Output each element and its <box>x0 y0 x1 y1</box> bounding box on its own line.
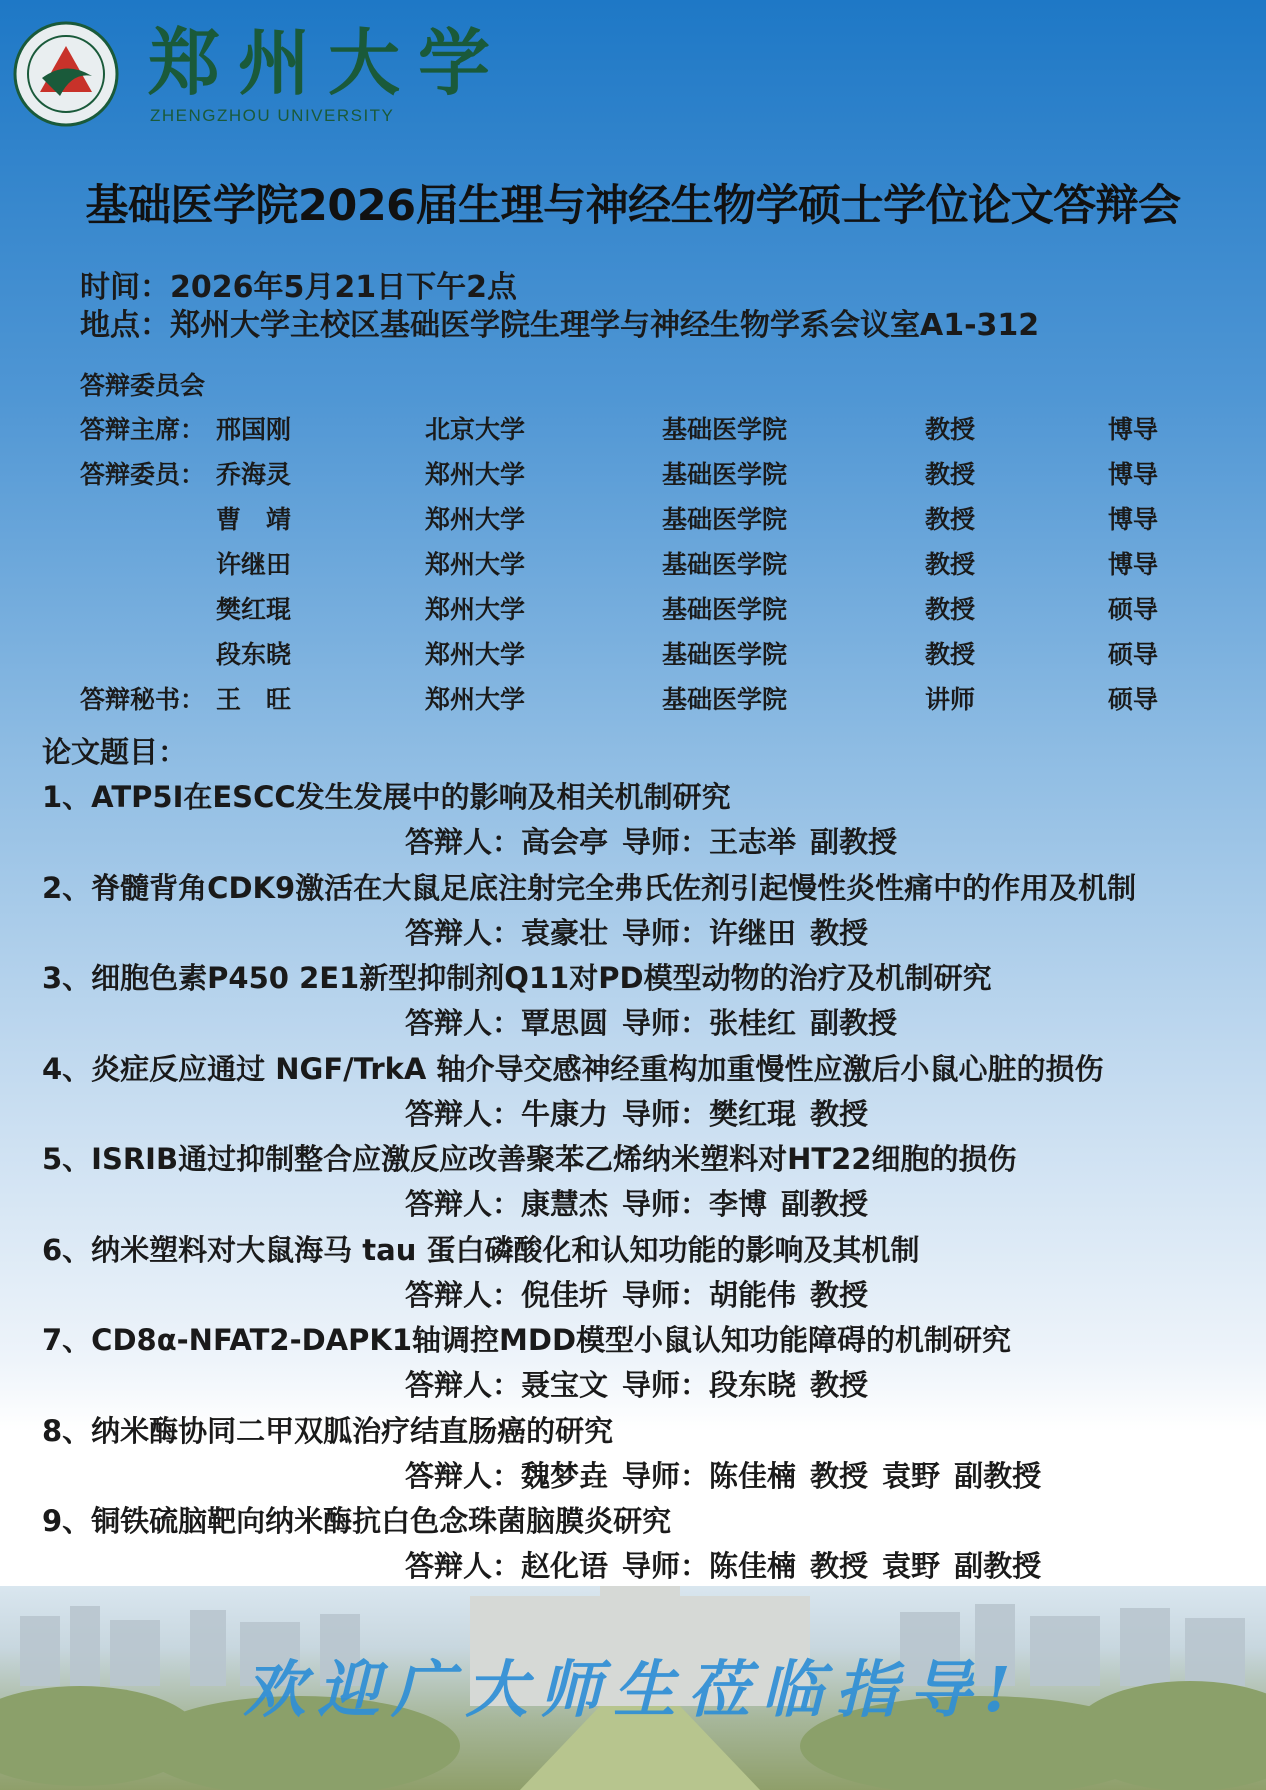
co-advisor-name: 袁野 <box>882 1458 941 1493</box>
committee-department: 基础医学院 <box>662 550 788 579</box>
thesis-defender-line <box>405 911 910 952</box>
defender-name: 答辩人：赵化语 <box>405 1549 609 1583</box>
committee-tutor-type: 硕导 <box>1108 685 1159 714</box>
thesis-title: 9、铜铁硫脑靶向纳米酶抗白色念珠菌脑膜炎研究 <box>42 1504 672 1538</box>
university-name-en: ZHENGZHOU UNIVERSITY <box>150 106 395 125</box>
thesis-title: 3、细胞色素P450 2E1新型抑制剂Q11对PD模型动物的治疗及机制研究 <box>42 961 992 995</box>
committee-department: 基础医学院 <box>662 685 788 714</box>
thesis-title: 4、炎症反应通过 NGF/TrkA 轴介导交感神经重构加重慢性应激后小鼠心脏的损伤 <box>42 1051 1104 1086</box>
committee-title: 教授 <box>925 640 976 669</box>
committee-row <box>80 500 1190 540</box>
welcome-slogan: 欢迎广大师生莅临指导! <box>243 1653 1023 1726</box>
defender-name: 答辩人：聂宝文 <box>405 1368 609 1402</box>
committee-title: 教授 <box>925 550 976 579</box>
thesis-title: 2、脊髓背角CDK9激活在大鼠足底注射完全弗氏佐剂引起慢性炎性痛中的作用及机制 <box>42 870 1137 905</box>
theses-heading: 论文题目： <box>42 735 188 769</box>
committee-title: 教授 <box>925 415 976 444</box>
advisor-name: 导师：张桂红 <box>622 1006 797 1040</box>
advisor-title: 教授 <box>810 1277 869 1312</box>
university-name-cn: 郑州大学 <box>148 20 509 105</box>
thesis-title: 1、ATP5I在ESCC发生发展中的影响及相关机制研究 <box>42 780 731 814</box>
defender-name: 答辩人：康慧杰 <box>405 1187 609 1221</box>
committee-tutor-type: 硕导 <box>1108 595 1159 624</box>
advisor-title: 教授 <box>810 1458 869 1493</box>
university-seal-logo <box>12 20 120 128</box>
thesis-defender-line <box>405 1363 910 1404</box>
advisor-name: 导师：陈佳楠 <box>622 1549 797 1583</box>
advisor-name: 导师：樊红琨 <box>622 1096 797 1131</box>
advisor-name: 导师：李博 <box>622 1187 768 1221</box>
committee-row <box>80 635 1190 675</box>
advisor-title: 教授 <box>810 915 869 950</box>
advisor-title: 副教授 <box>810 1006 898 1040</box>
co-advisor-title: 副教授 <box>954 1458 1042 1493</box>
committee-role: 答辩主席： <box>80 415 206 444</box>
advisor-title: 教授 <box>810 1549 869 1583</box>
committee-row <box>80 590 1190 630</box>
advisor-title: 教授 <box>810 1096 869 1131</box>
advisor-name: 导师：胡能伟 <box>622 1277 797 1312</box>
committee-title: 讲师 <box>925 685 976 714</box>
event-time: 时间：2026年5月21日下午2点 <box>80 270 517 305</box>
advisor-title: 副教授 <box>810 825 898 859</box>
committee-university: 北京大学 <box>425 415 526 444</box>
committee-university: 郑州大学 <box>425 550 526 579</box>
committee-tutor-type: 硕导 <box>1108 640 1159 669</box>
committee-title: 教授 <box>925 460 976 489</box>
committee-name: 段东晓 <box>216 640 292 669</box>
committee-department: 基础医学院 <box>662 505 788 534</box>
co-advisor-name: 袁野 <box>882 1549 941 1583</box>
committee-university: 郑州大学 <box>425 595 526 624</box>
committee-tutor-type: 博导 <box>1108 415 1159 444</box>
advisor-name: 导师：王志举 <box>622 825 797 859</box>
thesis-defender-line <box>405 1182 910 1223</box>
advisor-title: 教授 <box>810 1368 869 1402</box>
thesis-title: 7、CD8α-NFAT2-DAPK1轴调控MDD模型小鼠认知功能障碍的机制研究 <box>42 1323 1012 1357</box>
committee-row <box>80 455 1190 495</box>
committee-tutor-type: 博导 <box>1108 550 1159 579</box>
committee-department: 基础医学院 <box>662 640 788 669</box>
advisor-name: 导师：许继田 <box>622 915 797 950</box>
committee-university: 郑州大学 <box>425 685 526 714</box>
defender-name: 答辩人：倪佳圻 <box>405 1277 609 1312</box>
defender-name: 答辩人：牛康力 <box>405 1096 609 1131</box>
committee-row <box>80 680 1190 720</box>
committee-name: 许继田 <box>216 550 292 579</box>
committee-university: 郑州大学 <box>425 505 526 534</box>
committee-row <box>80 545 1190 585</box>
committee-role: 答辩秘书： <box>80 685 206 714</box>
committee-tutor-type: 博导 <box>1108 460 1159 489</box>
committee-name: 邢国刚 <box>216 415 292 444</box>
thesis-defender-line <box>405 1544 1055 1585</box>
advisor-name: 导师：陈佳楠 <box>622 1458 797 1493</box>
thesis-title: 8、纳米酶协同二甲双胍治疗结直肠癌的研究 <box>42 1413 614 1448</box>
thesis-defender-line <box>405 1454 1055 1495</box>
co-advisor-title: 副教授 <box>954 1549 1042 1583</box>
committee-heading: 答辩委员会 <box>80 371 206 400</box>
committee-name: 樊红琨 <box>216 595 292 624</box>
committee-department: 基础医学院 <box>662 595 788 624</box>
thesis-title: 6、纳米塑料对大鼠海马 tau 蛋白磷酸化和认知功能的影响及其机制 <box>42 1232 920 1267</box>
committee-title: 教授 <box>925 595 976 624</box>
defender-name: 答辩人：高会亭 <box>405 825 609 859</box>
committee-role: 答辩委员： <box>80 460 206 489</box>
thesis-title: 5、ISRIB通过抑制整合应激反应改善聚苯乙烯纳米塑料对HT22细胞的损伤 <box>42 1142 1017 1176</box>
committee-name: 曹 靖 <box>216 505 292 534</box>
thesis-defender-line <box>405 1092 910 1133</box>
page-title: 基础医学院2026届生理与神经生物学硕士学位论文答辩会 <box>85 181 1181 231</box>
thesis-defender-line <box>405 1001 939 1042</box>
committee-name: 王 旺 <box>216 685 292 714</box>
committee-name: 乔海灵 <box>216 460 292 489</box>
defender-name: 答辩人：魏梦垚 <box>405 1458 609 1493</box>
committee-row <box>80 410 1190 450</box>
committee-department: 基础医学院 <box>662 415 788 444</box>
committee-department: 基础医学院 <box>662 460 788 489</box>
committee-title: 教授 <box>925 505 976 534</box>
defender-name: 答辩人：袁豪壮 <box>405 915 609 950</box>
committee-tutor-type: 博导 <box>1108 505 1159 534</box>
defender-name: 答辩人：覃思圆 <box>405 1006 609 1040</box>
thesis-defender-line <box>405 1273 910 1314</box>
event-place: 地点：郑州大学主校区基础医学院生理学与神经生物学系会议室A1-312 <box>80 308 1040 343</box>
advisor-name: 导师：段东晓 <box>622 1368 797 1402</box>
thesis-defender-line <box>405 820 939 861</box>
advisor-title: 副教授 <box>781 1187 869 1221</box>
committee-university: 郑州大学 <box>425 460 526 489</box>
committee-university: 郑州大学 <box>425 640 526 669</box>
